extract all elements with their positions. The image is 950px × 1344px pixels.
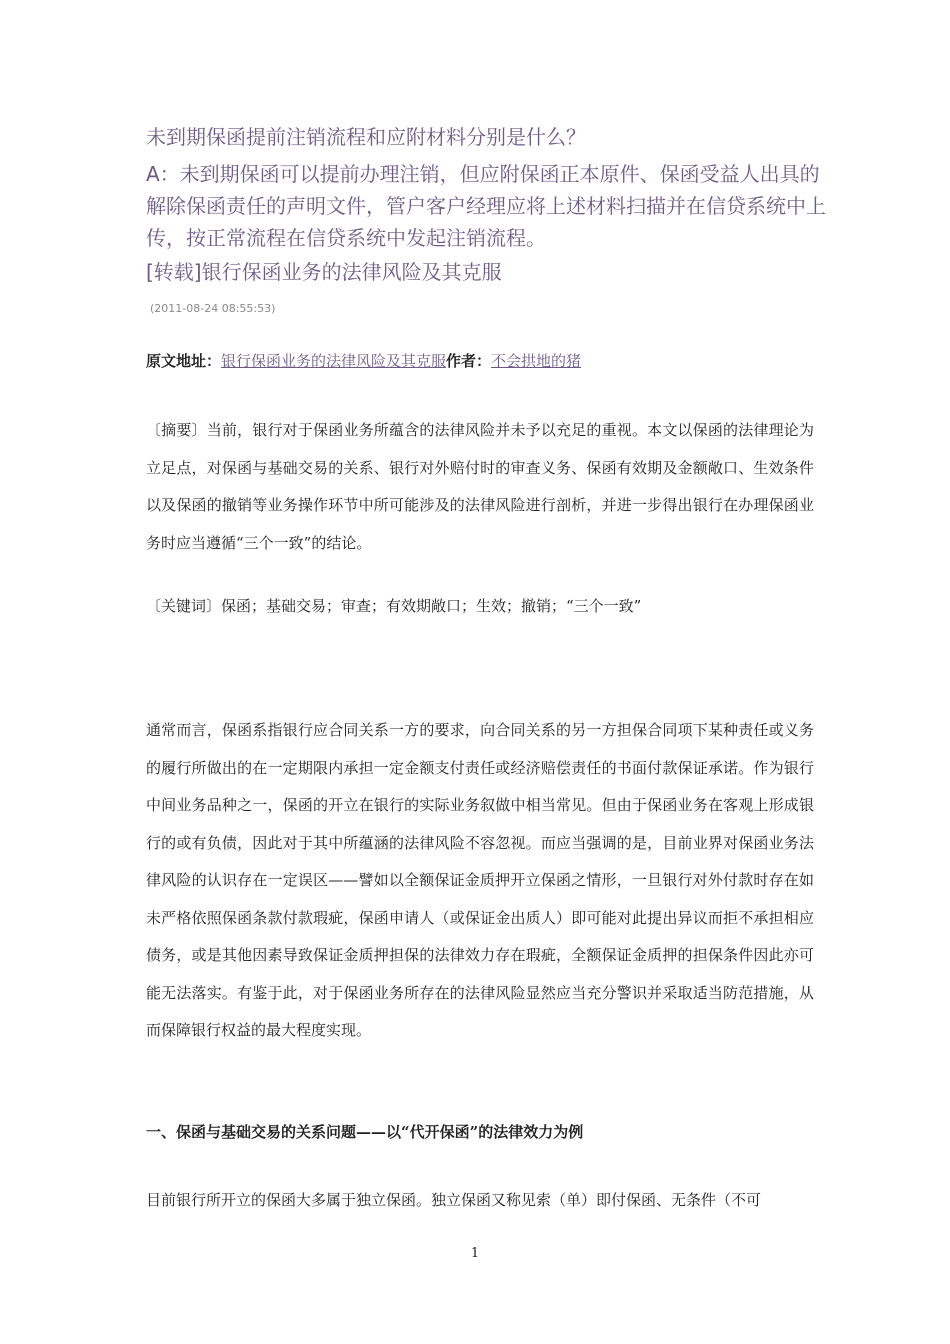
section-heading-1: 一、保函与基础交易的关系问题——以“代开保函”的法律效力为例	[146, 1123, 584, 1141]
author-link[interactable]: 不会拱地的猪	[491, 352, 582, 370]
body-paragraph-intro: 通常而言，保函系指银行应合同关系一方的要求，向合同关系的另一方担保合同项下某种责任或义务的履行所做出的在一定期限内承担一定金额支付责任或经济赔偿责任的书面付款保证承诺。作为银行中间业务品种之一，保函的开立在银行的实际业务叙做中相当常见。但由于保函业务在客观上形成银行的或有负债，因此对于其中所蕴涵的法律风险不容忽视。而应当强调的是，目前业界对保函业务法律风险的认识存在一定误区——譬如以全额保证金质押开立保函之情形，一旦银行对外付款时存在如未严格依照保函条款付款瑕疵，保函申请人（或保证金出质人）即可能对此提出异议而拒不承担相应债务，或是其他因素导致保证金质押担保的法律效力存在瑕疵，全额保证金质押的担保条件因此亦可能无法落实。有鉴于此，对于保函业务所存在的法律风险显然应当充分警识并采取适当防范措施，从而保障银行权益的最大程度实现。	[146, 721, 814, 1039]
keywords-paragraph: 〔关键词〕保函；基础交易；审查；有效期敞口；生效；撤销；“三个一致”	[146, 597, 642, 615]
article-title: [转载]银行保函业务的法律风险及其克服	[146, 260, 502, 284]
source-label: 原文地址：	[146, 352, 222, 370]
page-number: 1	[470, 1246, 480, 1261]
body-paragraph-section1: 目前银行所开立的保函大多属于独立保函。独立保函又称见索（单）即付保函、无条件（不可	[146, 1191, 762, 1209]
source-link[interactable]: 银行保函业务的法律风险及其克服	[221, 352, 447, 370]
answer-text: A：未到期保函可以提前办理注销，但应附保函正本原件、保函受益人出具的解除保函责任的声明文件，管户客户经理应将上述材料扫描并在信贷系统中上传，按正常流程在信贷系统中发起注销流程。	[146, 162, 826, 250]
abstract-paragraph: 〔摘要〕当前，银行对于保函业务所蕴含的法律风险并未予以充足的重视。本文以保函的法律理论为立足点，对保函与基础交易的关系、银行对外赔付时的审查义务、保函有效期及金额敞口、生效条件以及保函的撤销等业务操作环节中所可能涉及的法律风险进行剖析，并进一步得出银行在办理保函业务时应当遵循“三个一致”的结论。	[146, 421, 814, 552]
author-label: 作者：	[446, 352, 492, 370]
question-title: 未到期保函提前注销流程和应附材料分别是什么？	[146, 125, 586, 149]
source-line	[146, 350, 581, 372]
post-timestamp: (2011-08-24 08:55:53)	[150, 302, 276, 315]
